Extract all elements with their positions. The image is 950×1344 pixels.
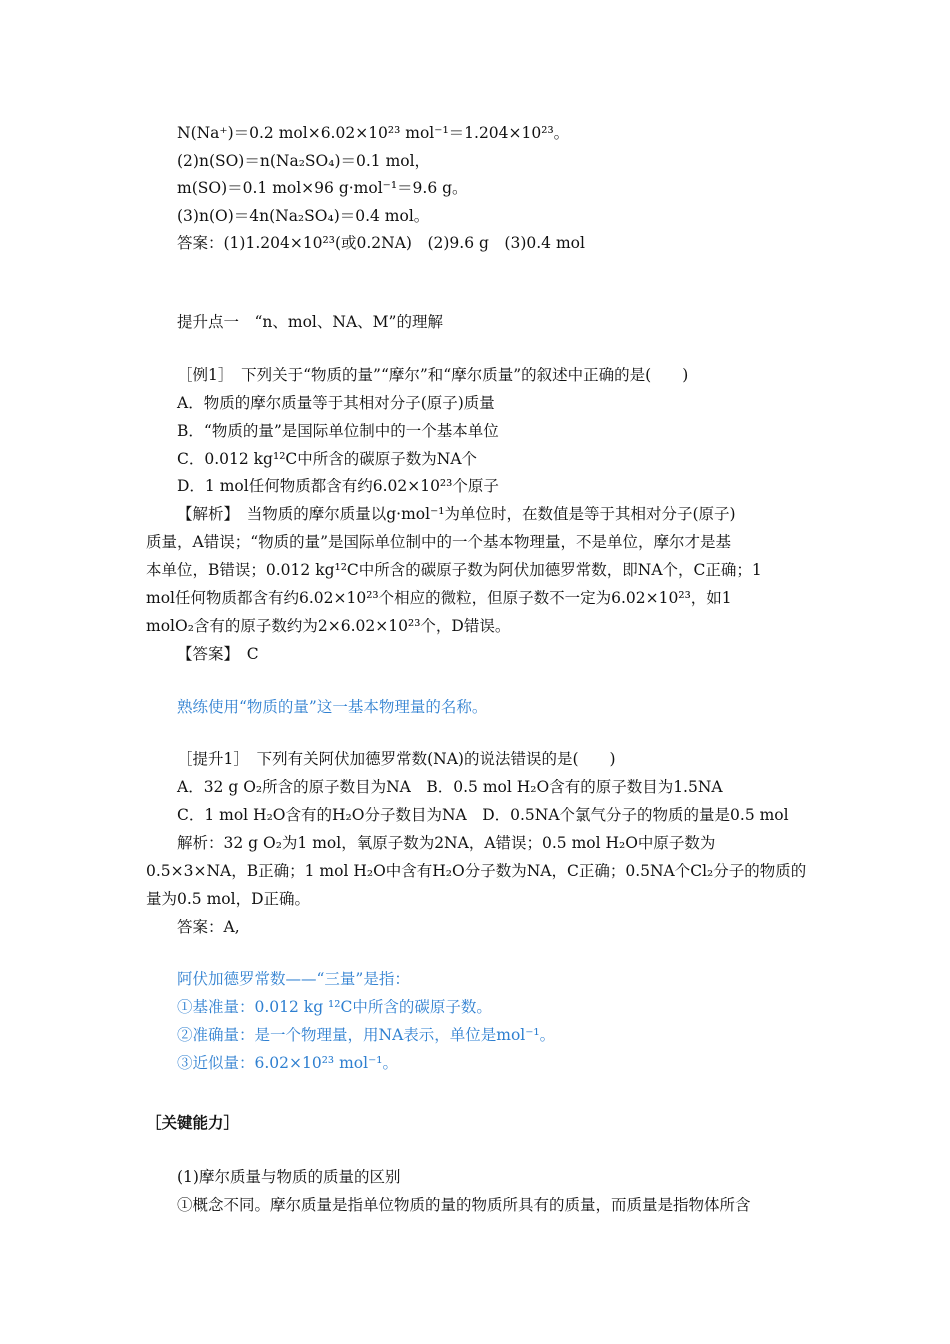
tip-item: ②准确量：是一个物理量，用NA表示，单位是mol⁻¹。 [177, 1026, 556, 1044]
analysis-line: mol任何物质都含有约6.02×10²³个相应的微粒，但原子数不一定为6.02×10²³，如1 [146, 589, 732, 607]
answer-line: 【答案】 C [177, 645, 259, 663]
practice-question: ［提升1］ 下列有关阿伏加德罗常数(NA)的说法错误的是( ) [177, 750, 616, 768]
section-title: ［关键能力］ [146, 1113, 240, 1132]
answer-line: 答案：(1)1.204×10²³(或0.2NA) (2)9.6 g (3)0.4 mol [177, 234, 585, 252]
option-b: B．“物质的量”是国际单位制中的一个基本单位 [177, 422, 499, 440]
text-line: m(SO)＝0.1 mol×96 g·mol⁻¹＝9.6 g。 [177, 179, 468, 197]
solution-line: 量为0.5 mol，D正确。 [146, 890, 310, 908]
option-c: C．0.012 kg¹²C中所含的碳原子数为NA个 [177, 450, 478, 468]
tip-item: ③近似量：6.02×10²³ mol⁻¹。 [177, 1054, 398, 1072]
text-line: (2)n(SO)＝n(Na₂SO₄)＝0.1 mol， [177, 152, 431, 170]
tip-note: 熟练使用“物质的量”这一基本物理量的名称。 [177, 698, 488, 716]
option-d: D．1 mol任何物质都含有约6.02×10²³个原子 [177, 477, 499, 495]
text-line: N(Na⁺)＝0.2 mol×6.02×10²³ mol⁻¹＝1.204×10²³。 [177, 124, 570, 142]
analysis-line: molO₂含有的原子数约为2×6.02×10²³个，D错误。 [146, 617, 511, 635]
option-a: A．物质的摩尔质量等于其相对分子(原子)质量 [177, 394, 495, 412]
text-line: (3)n(O)＝4n(Na₂SO₄)＝0.4 mol。 [177, 207, 430, 225]
subsection-heading: (1)摩尔质量与物质的质量的区别 [177, 1168, 401, 1186]
text-line: ①概念不同。摩尔质量是指单位物质的量的物质所具有的质量，而质量是指物体所含 [177, 1196, 751, 1214]
solution-line: 0.5×3×NA，B正确；1 mol H₂O中含有H₂O分子数为NA，C正确；0.5NA个Cl₂分子的物质的 [146, 862, 807, 880]
tip-heading: 阿伏加德罗常数——“三量”是指： [177, 970, 410, 988]
analysis-line: 【解析】 当物质的摩尔质量以g·mol⁻¹为单位时，在数值是等于其相对分子(原子) [177, 505, 736, 523]
section-heading: 提升点一 “n、mol、NA、M”的理解 [177, 313, 443, 331]
option-line: A．32 g O₂所含的原子数目为NA B．0.5 mol H₂O含有的原子数目为1.5NA [177, 778, 723, 796]
tip-item: ①基准量：0.012 kg ¹²C中所含的碳原子数。 [177, 998, 492, 1016]
analysis-line: 本单位，B错误；0.012 kg¹²C中所含的碳原子数为阿伏加德罗常数，即NA个，C正确；1 [146, 561, 762, 579]
answer-line: 答案：A, [177, 918, 240, 936]
solution-line: 解析：32 g O₂为1 mol，氧原子数为2NA，A错误；0.5 mol H₂O中原子数为 [177, 834, 716, 852]
example-question: ［例1］ 下列关于“物质的量”“摩尔”和“摩尔质量”的叙述中正确的是( ) [177, 366, 689, 384]
option-line: C．1 mol H₂O含有的H₂O分子数目为NA D．0.5NA个氯气分子的物质的量是0.5 mol [177, 806, 789, 824]
analysis-line: 质量，A错误；“物质的量”是国际单位制中的一个基本物理量，不是单位，摩尔才是基 [146, 533, 732, 551]
